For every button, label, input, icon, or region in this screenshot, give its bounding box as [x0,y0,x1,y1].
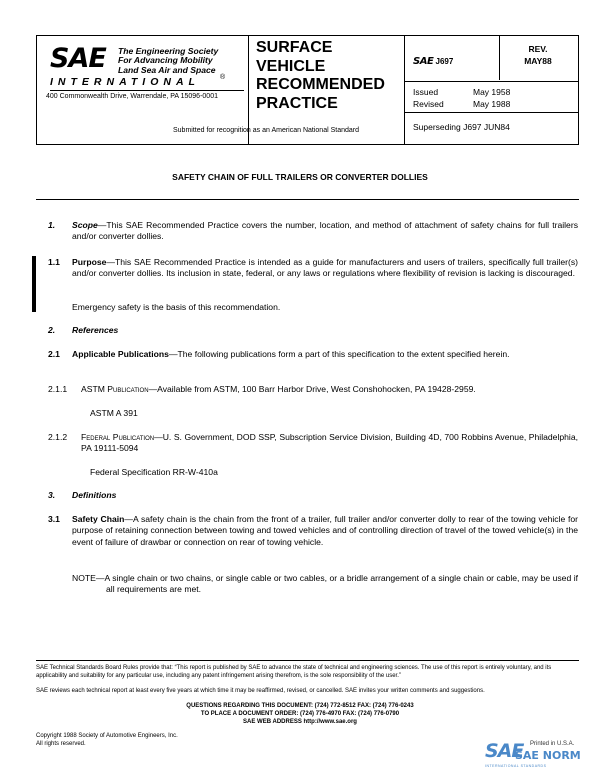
section-text: —U. S. Government, DOD SSP, Subscription Service Division, Building 4D, 700 Robbins Avenue, Philadelphia, PA 19111-5094 [81,432,578,454]
section-heading: Safety Chain [72,514,125,524]
title-line: RECOMMENDED [256,76,385,93]
tagline-line: For Advancing Mobility [118,55,213,66]
section-heading: Purpose [72,257,107,267]
international-label: INTERNATIONAL [50,76,200,88]
document-id [413,56,453,67]
section-heading: Definitions [72,490,117,500]
doc-logo: SAE [413,56,434,67]
header-divider [404,81,578,82]
section-text: —This SAE Recommended Practice is intended as a guide for manufacturers and users of trailers, specifically full trailer(s) and/or converter dollies. Its inclusion in state, federal, or any laws or regulations where flexibility of revision is lacking is discouraged. [72,257,578,279]
section-text: —Available from ASTM, 100 Barr Harbor Drive, West Conshohocken, PA 19428-2959. [148,384,476,394]
rev-value: MAY88 [524,55,552,66]
section-text: —A safety chain is the chain from the front of a trailer, full trailer and/or converter dolly to rear of the towing vehicle for purpose of retaining connection between towing and towed vehicles and of controlling direction of travel of the towed vehicle(s) in the event of failure of drawbar or connection on rear of towing vehicle. [72,514,578,547]
document-subject: SAFETY CHAIN OF FULL TRAILERS OR CONVERTER DOLLIES [172,172,428,182]
header-divider [404,112,578,113]
issue-dates [413,86,510,110]
section-number: 3. [48,490,56,500]
issued-value: May 1958 [473,87,511,97]
section-number: 2.1.2 [48,432,68,442]
footer-questions: QUESTIONS REGARDING THIS DOCUMENT: (724) 772-8512 FAX: (724) 776-0243 [186,703,414,709]
superseding-note: Superseding J697 JUN84 [413,122,510,132]
document-type-title [256,39,385,113]
section-heading: References [72,325,119,335]
revised-value: May 1988 [473,99,511,109]
section-number: 2.1 [48,349,60,359]
stamp-small: INTERNATIONAL STANDARDS [485,764,547,768]
section-heading: Scope [72,220,98,230]
section-number: 1. [48,220,56,230]
title-line: VEHICLE [256,57,326,75]
note-text: NOTE—A single chain or two chains, or single cable or two cables, or a bridle arrangement of a single chain or cable, may be used if all requirements are met. [72,573,578,595]
footer-copyright: Copyright 1988 Society of Automotive Engineers, Inc. [36,733,178,739]
revision-box [500,44,576,67]
sae-tagline [118,47,218,75]
tagline-line: Land Sea Air and Space [118,64,216,75]
footer-rules: SAE Technical Standards Board Rules provide that: “This report is published by SAE to advance the state of technical and engineering sciences. The use of this report is entirely voluntary, and its applicability and suitability for any particular use, including any patent infringement arising therefrom, is the sole responsibility of the user.” [36,665,552,679]
reference-item: ASTM A 391 [90,408,138,418]
header-divider [404,36,405,144]
stamp-text: SAE NORM [515,749,581,762]
footer-web: SAE WEB ADDRESS http://www.sae.org [243,719,357,725]
section-text: —The following publications form a part of this specification to the extent specified herein. [168,349,510,359]
sae-logo-mark: SAE [50,43,106,74]
section-text: —This SAE Recommended Practice covers the number, location, and method of attachment of safety chains for full trailers and/or converter dollies. [72,220,578,242]
revised-label: Revised [413,99,444,109]
section-text: Emergency safety is the basis of this recommendation. [72,302,281,312]
section-number: 2. [48,325,56,335]
footer-rule [36,660,579,661]
title-line: SURFACE [256,39,333,56]
header-bottom-rule [36,199,579,200]
section-heading: Federal Publication [81,432,155,442]
issued-label: Issued [413,87,439,97]
printed-note: Printed in U.S.A. [530,741,575,747]
section-number: 2.1.1 [48,384,68,394]
title-line: PRACTICE [256,94,338,112]
sae-address: 400 Commonwealth Drive, Warrendale, PA 15096-0001 [46,93,218,100]
tagline-line: The Engineering Society [118,46,219,56]
stamp-logo: SAE [485,740,524,762]
rev-label: REV. [528,44,548,54]
footer-rights: All rights reserved. [36,741,86,747]
ansi-note: Submitted for recognition as an American National Standard [173,127,359,134]
registered-mark: ® [220,74,226,81]
change-bar [32,256,36,312]
section-number: 3.1 [48,514,60,524]
section-heading: ASTM Publication [81,384,149,394]
logo-rule [50,90,244,91]
section-heading: Applicable Publications [72,349,169,359]
reference-item: Federal Specification RR-W-410a [90,467,218,477]
footer-order: TO PLACE A DOCUMENT ORDER: (724) 776-4970 FAX: (724) 776-0790 [200,711,400,717]
doc-number: J697 [435,57,454,66]
section-number: 1.1 [48,257,60,267]
footer-review: SAE reviews each technical report at least every five years at which time it may be reaffirmed, revised, or cancelled. SAE invites your written comments and suggestions. [36,688,485,694]
